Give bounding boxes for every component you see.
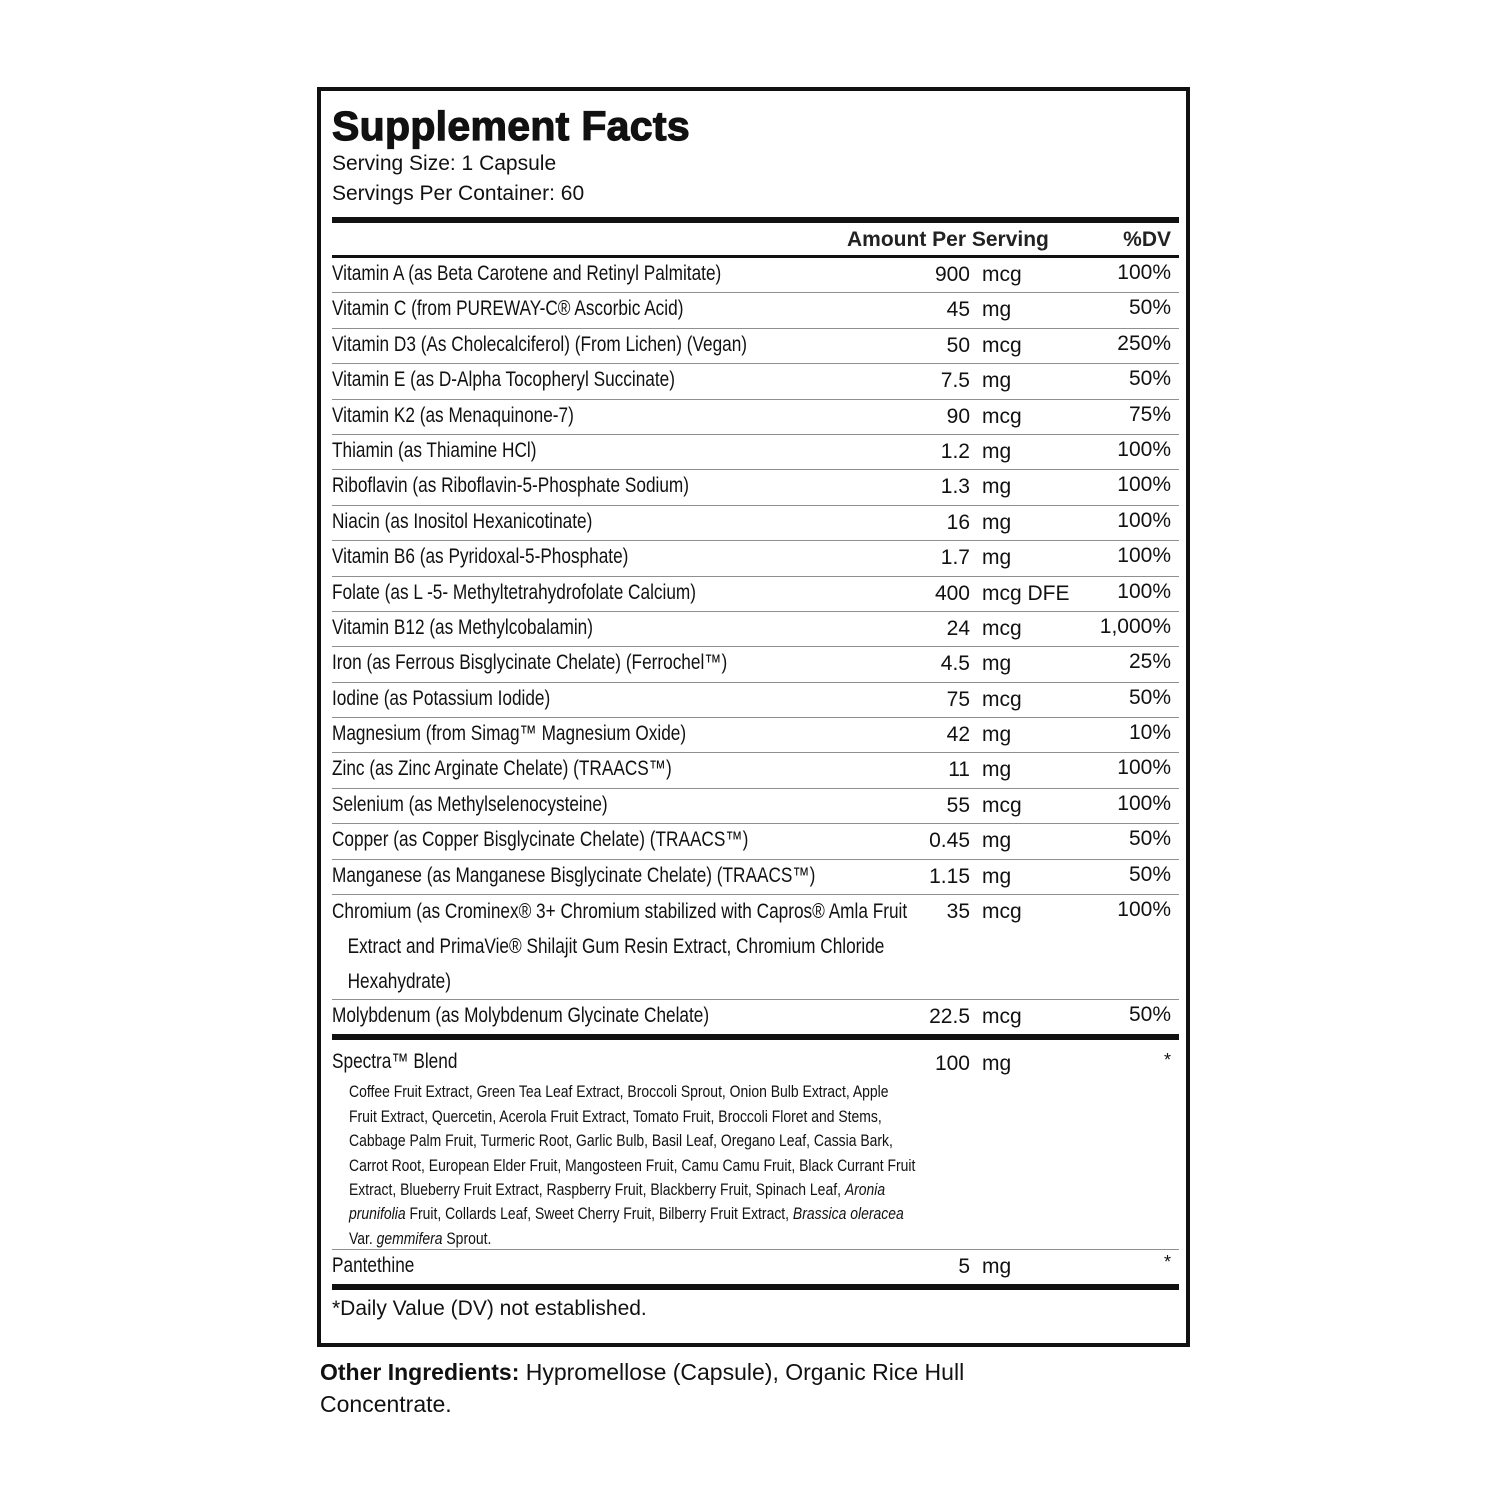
nutrient-unit: mg [982, 439, 1012, 463]
nutrient-row [332, 258, 1179, 293]
nutrient-qty: 1.7 [940, 546, 970, 570]
nutrient-unit: mcg [982, 404, 1022, 428]
nutrient-unit: mg [982, 475, 1012, 499]
nutrient-name: Chromium (as Crominex® 3+ Chromium stabilized with Capros® Amla Fruit Extract and PrimaVie® Shilajit Gum Resin Extract, Chromium Chloride Hexahydrate) [332, 900, 908, 994]
nutrient-row-molybdenum [332, 1000, 1179, 1034]
nutrient-unit: mg [982, 369, 1012, 393]
blend-unit: mg [982, 1052, 1012, 1076]
nutrient-name: Vitamin B12 (as Methylcobalamin) [332, 615, 593, 639]
serving-size: Serving Size: 1 Capsule [332, 152, 557, 175]
other-ingredients [320, 1356, 1080, 1420]
pantethine-name: Pantethine [332, 1254, 415, 1278]
nutrient-unit: mg [982, 864, 1012, 888]
nutrient-unit: mg [982, 510, 1012, 534]
nutrient-qty: 0.45 [929, 829, 970, 853]
nutrient-unit: mg [982, 298, 1012, 322]
nutrient-name: Riboflavin (as Riboflavin-5-Phosphate Sodium) [332, 474, 690, 498]
nutrient-row [332, 860, 1179, 895]
nutrient-dv: 100% [1117, 437, 1171, 461]
nutrient-row [332, 824, 1179, 859]
nutrient-dv: 1,000% [1099, 614, 1171, 638]
other-ingredients-label: Other Ingredients: [320, 1359, 520, 1385]
header-dv: %DV [1123, 228, 1171, 251]
nutrient-unit: mcg [982, 1005, 1022, 1029]
nutrient-name: Vitamin E (as D-Alpha Tocopheryl Succinate) [332, 368, 675, 392]
nutrient-row [332, 789, 1179, 824]
nutrient-qty: 1.15 [929, 864, 970, 888]
nutrient-dv: 100% [1117, 791, 1171, 815]
blend-ingredients: Coffee Fruit Extract, Green Tea Leaf Extract, Broccoli Sprout, Onion Bulb Extract, Apple Fruit Extract, Quercetin, Acerola Fruit Extract, Tomato Fruit, Broccoli Floret and Stems, Cabbage Palm Fruit, Turmeric Root, Garlic Bulb, Basil Leaf, Oregano Leaf, Cassia Bark, Carrot Root, European Elder Fruit, Mangosteen Fruit, Camu Camu Fruit, Black Currant Fruit Extract, Blueberry Fruit Extract, Raspberry Fruit, Blackberry Fruit, Spinach Leaf, Aronia prunifolia Fruit, Collards Leaf, Sweet Cherry Fruit, Bilberry Fruit Extract, Brassica oleracea Var. gemmifera Sprout. [349, 1082, 916, 1248]
nutrient-dv: 50% [1128, 827, 1171, 851]
pantethine-unit: mg [982, 1255, 1012, 1279]
nutrient-name: Folate (as L -5- Methyltetrahydrofolate Calcium) [332, 580, 697, 604]
nutrient-row [332, 400, 1179, 435]
nutrient-qty: 42 [946, 723, 970, 747]
nutrient-row [332, 577, 1179, 612]
pantethine-dv: * [1163, 1252, 1171, 1273]
nutrient-unit: mcg [982, 333, 1022, 357]
servings-per-container: Servings Per Container: 60 [332, 182, 585, 205]
header-amount: Amount Per Serving [847, 228, 1049, 251]
nutrient-name: Vitamin D3 (As Cholecalciferol) (From Lichen) (Vegan) [332, 332, 748, 356]
nutrient-qty: 7.5 [940, 369, 970, 393]
blend-dv: * [1163, 1050, 1171, 1071]
nutrient-name: Iron (as Ferrous Bisglycinate Chelate) (Ferrochel™) [332, 651, 728, 675]
nutrient-name: Zinc (as Zinc Arginate Chelate) (TRAACS™) [332, 757, 672, 781]
nutrient-dv: 100% [1117, 756, 1171, 780]
nutrient-qty: 400 [934, 581, 970, 605]
nutrient-dv: 75% [1128, 402, 1171, 426]
nutrient-name: Vitamin K2 (as Menaquinone-7) [332, 403, 574, 427]
nutrient-dv: 50% [1128, 296, 1171, 320]
nutrient-row [332, 470, 1179, 505]
nutrient-qty: 35 [946, 900, 970, 924]
nutrient-row [332, 612, 1179, 647]
nutrient-dv: 50% [1128, 685, 1171, 709]
nutrient-row [332, 506, 1179, 541]
nutrient-qty: 75 [946, 687, 970, 711]
nutrient-qty: 900 [934, 263, 970, 286]
pantethine-row [332, 1250, 1179, 1284]
nutrient-qty: 24 [946, 616, 970, 640]
nutrient-unit: mg [982, 652, 1012, 676]
nutrient-unit: mcg [982, 616, 1022, 640]
nutrient-dv: 10% [1128, 721, 1171, 745]
nutrient-row [332, 293, 1179, 328]
nutrient-name: Molybdenum (as Molybdenum Glycinate Chelate) [332, 1004, 710, 1028]
nutrient-unit: mcg DFE [982, 581, 1070, 605]
pantethine-qty: 5 [958, 1255, 970, 1279]
nutrient-unit: mg [982, 758, 1012, 782]
nutrient-name: Iodine (as Potassium Iodide) [332, 686, 551, 710]
nutrient-unit: mg [982, 546, 1012, 570]
nutrient-qty: 22.5 [929, 1005, 970, 1029]
dv-footnote: *Daily Value (DV) not established. [332, 1297, 647, 1321]
nutrient-dv: 100% [1117, 508, 1171, 532]
nutrient-name: Vitamin B6 (as Pyridoxal-5-Phosphate) [332, 545, 629, 569]
nutrient-name: Vitamin A (as Beta Carotene and Retinyl Palmitate) [332, 262, 722, 285]
nutrient-qty: 50 [946, 333, 970, 357]
nutrient-name: Vitamin C (from PUREWAY-C® Ascorbic Acid) [332, 297, 684, 321]
nutrient-name: Niacin (as Inositol Hexanicotinate) [332, 509, 593, 533]
nutrient-dv: 100% [1117, 579, 1171, 603]
supplement-facts-panel [317, 87, 1190, 1347]
nutrient-dv: 50% [1128, 1003, 1171, 1027]
nutrient-name: Magnesium (from Simag™ Magnesium Oxide) [332, 722, 687, 746]
nutrient-qty: 90 [946, 404, 970, 428]
nutrient-unit: mg [982, 829, 1012, 853]
nutrient-list [332, 258, 1179, 895]
nutrient-qty: 16 [946, 510, 970, 534]
nutrient-qty: 4.5 [940, 652, 970, 676]
nutrient-row [332, 683, 1179, 718]
nutrient-row [332, 647, 1179, 682]
nutrient-qty: 1.2 [940, 439, 970, 463]
nutrient-unit: mg [982, 723, 1012, 747]
nutrient-dv: 50% [1128, 862, 1171, 886]
nutrient-unit: mcg [982, 687, 1022, 711]
nutrient-dv: 100% [1117, 261, 1171, 284]
blend-name: Spectra™ Blend [332, 1050, 458, 1074]
nutrient-name: Copper (as Copper Bisglycinate Chelate) (TRAACS™) [332, 828, 749, 852]
nutrient-dv: 100% [1117, 473, 1171, 497]
blend-qty: 100 [934, 1052, 970, 1076]
nutrient-qty: 11 [948, 758, 970, 782]
nutrient-row [332, 718, 1179, 753]
nutrient-row-chromium [332, 895, 1179, 1000]
nutrient-row [332, 541, 1179, 576]
nutrient-unit: mcg [982, 793, 1022, 817]
nutrient-dv: 250% [1117, 331, 1171, 355]
nutrient-qty: 45 [946, 298, 970, 322]
nutrient-qty: 1.3 [940, 475, 970, 499]
nutrient-qty: 55 [946, 793, 970, 817]
nutrient-name: Manganese (as Manganese Bisglycinate Chelate) (TRAACS™) [332, 863, 816, 887]
nutrient-dv: 100% [1117, 544, 1171, 568]
nutrient-dv: 50% [1128, 367, 1171, 391]
column-header-row [332, 223, 1179, 255]
nutrient-name: Selenium (as Methylselenocysteine) [332, 792, 608, 816]
nutrient-row [332, 435, 1179, 470]
nutrient-unit: mcg [982, 900, 1022, 924]
nutrient-dv: 100% [1117, 898, 1171, 922]
nutrient-row [332, 364, 1179, 399]
nutrient-unit: mcg [982, 263, 1022, 286]
nutrient-dv: 25% [1128, 650, 1171, 674]
panel-content [332, 91, 1179, 1323]
other-ingredients-text: Hypromellose (Capsule), Organic Rice Hull Concentrate. [320, 1359, 965, 1417]
blend-row [332, 1040, 1179, 1250]
nutrient-row [332, 329, 1179, 364]
panel-title: Supplement Facts [332, 103, 690, 149]
nutrient-name: Thiamin (as Thiamine HCl) [332, 438, 537, 462]
nutrient-row [332, 753, 1179, 788]
